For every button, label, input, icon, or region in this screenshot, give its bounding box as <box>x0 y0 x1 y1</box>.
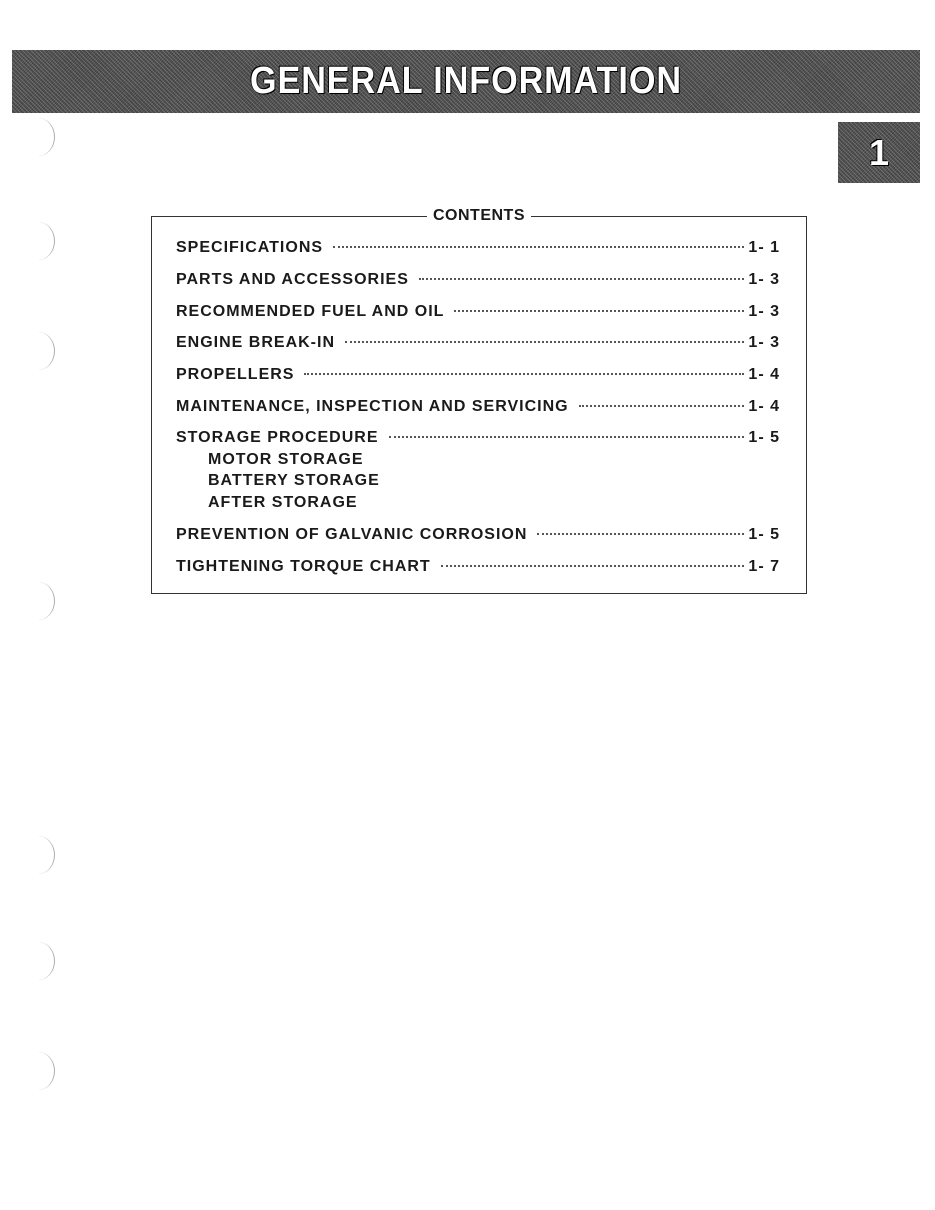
toc-entry[interactable] <box>176 239 780 257</box>
contents-box <box>151 207 807 594</box>
dot-leader <box>345 341 744 343</box>
binder-hole <box>22 222 55 260</box>
dot-leader <box>389 436 745 438</box>
dot-leader <box>537 533 744 535</box>
toc-page: 1- 3 <box>748 303 780 320</box>
toc-subentry[interactable]: AFTER STORAGE <box>208 494 358 511</box>
binder-hole <box>22 118 55 156</box>
toc-label: TIGHTENING TORQUE CHART <box>176 558 431 575</box>
dot-leader <box>579 405 745 407</box>
toc-subentry[interactable]: BATTERY STORAGE <box>208 472 380 489</box>
toc-subentry[interactable]: MOTOR STORAGE <box>208 451 364 468</box>
toc-entry[interactable] <box>176 366 780 384</box>
dot-leader <box>333 246 744 248</box>
toc-label: RECOMMENDED FUEL AND OIL <box>176 303 445 320</box>
toc-entry[interactable] <box>176 334 780 352</box>
binder-hole <box>22 836 55 874</box>
toc-label: STORAGE PROCEDURE <box>176 429 379 446</box>
toc-label: ENGINE BREAK-IN <box>176 334 336 351</box>
contents-title: CONTENTS <box>427 207 531 225</box>
toc-page: 1- 4 <box>748 398 780 415</box>
toc-entry[interactable] <box>176 558 780 576</box>
chapter-title: GENERAL INFORMATION <box>250 60 682 102</box>
dot-leader <box>454 310 744 312</box>
toc-label: MAINTENANCE, INSPECTION AND SERVICING <box>176 398 569 415</box>
toc-page: 1- 7 <box>748 558 780 575</box>
binder-hole <box>22 1052 55 1090</box>
toc-page: 1- 5 <box>748 526 780 543</box>
chapter-tab <box>838 122 920 183</box>
toc-entry[interactable] <box>176 398 780 416</box>
toc-entry[interactable] <box>176 526 780 544</box>
chapter-number: 1 <box>868 131 890 173</box>
toc-label: PARTS AND ACCESSORIES <box>176 271 409 288</box>
toc-page: 1- 3 <box>748 271 780 288</box>
toc-page: 1- 5 <box>748 429 780 446</box>
binder-hole <box>22 582 55 620</box>
toc-label: PREVENTION OF GALVANIC CORROSION <box>176 526 528 543</box>
dot-leader <box>304 373 744 375</box>
binder-hole <box>22 942 55 980</box>
toc-page: 1- 1 <box>748 239 780 256</box>
toc-page: 1- 4 <box>748 366 780 383</box>
chapter-banner <box>12 50 920 113</box>
dot-leader <box>419 278 745 280</box>
toc-entry[interactable] <box>176 271 780 289</box>
toc-label: SPECIFICATIONS <box>176 239 324 256</box>
toc-label: PROPELLERS <box>176 366 295 383</box>
toc-entry[interactable] <box>176 303 780 321</box>
dot-leader <box>441 565 745 567</box>
toc-entry[interactable] <box>176 429 780 447</box>
toc-page: 1- 3 <box>748 334 780 351</box>
binder-hole <box>22 332 55 370</box>
